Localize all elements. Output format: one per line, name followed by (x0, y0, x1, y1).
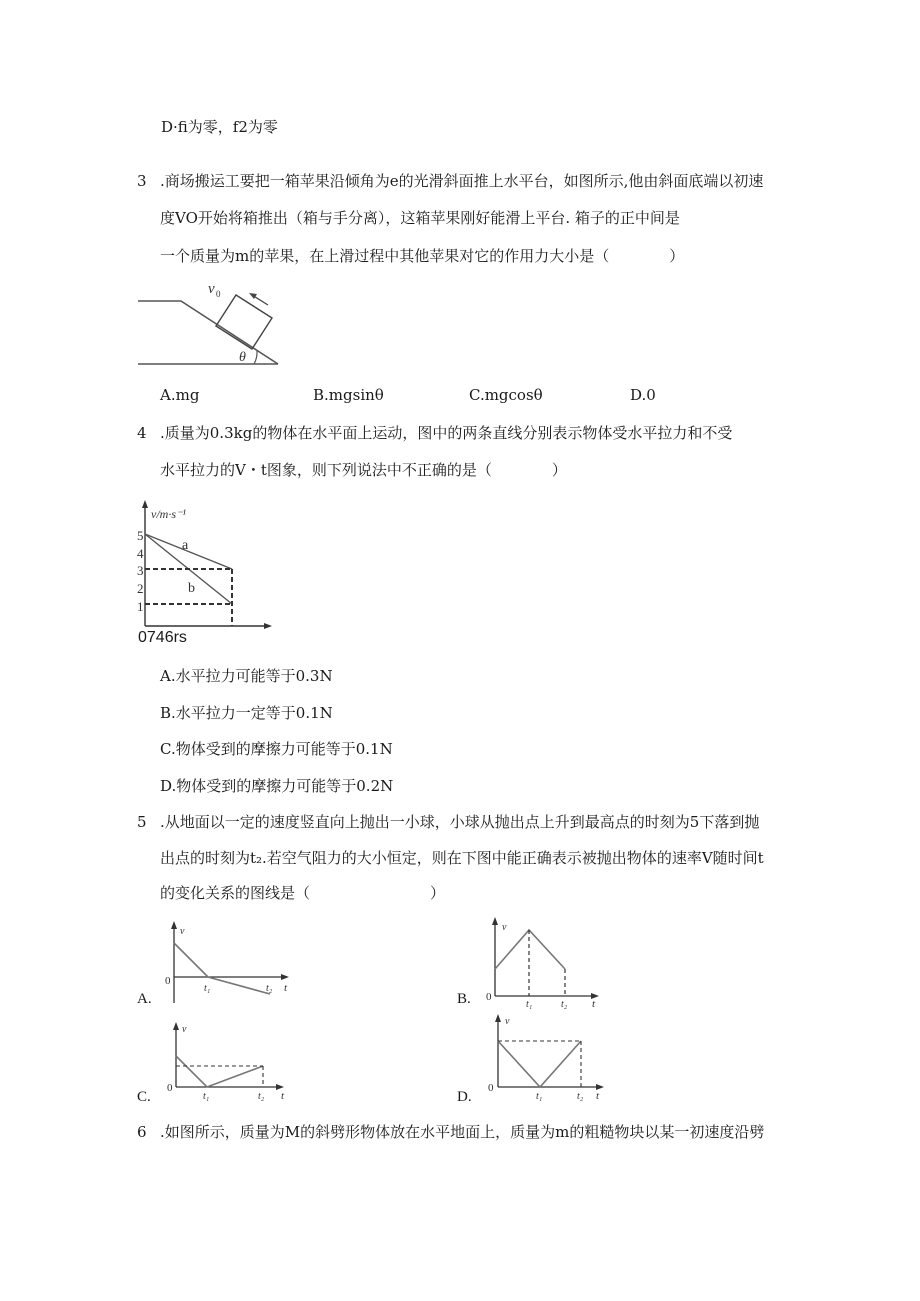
svg-text:v: v (180, 926, 185, 937)
q5-text-line1: .从地面以一定的速度竖直向上抛出一小球，小球从抛出点上升到最高点的时刻为5下落到抛 (160, 813, 760, 831)
y-tick-3: 3 (137, 563, 144, 578)
y-axis-label: v/m·s⁻¹ (151, 507, 186, 521)
q3-text-line2: 度VO开始将箱推出（箱与手分离），这箱苹果刚好能滑上平台. 箱子的正中间是 (160, 209, 680, 227)
q3-option-a: A.mg (160, 386, 200, 404)
q3-text-line1: .商场搬运工要把一箱苹果沿倾角为e的光滑斜面推上水平台，如图所示,他由斜面底端以初速 (160, 172, 764, 190)
graph-a (165, 921, 289, 1003)
svg-text:t: t (592, 998, 596, 1010)
q4-option-d: D.物体受到的摩擦力可能等于0.2N (160, 777, 394, 795)
v0-label: v (208, 281, 215, 297)
graph-d-line (498, 1041, 581, 1087)
svg-text:t: t (284, 982, 288, 994)
q5-graph-b-label: B. (457, 991, 471, 1007)
q3-text-line3: 一个质量为m的苹果，在上滑过程中其他苹果对它的作用力大小是（ ） (160, 247, 685, 265)
graph-d (488, 1014, 604, 1102)
graph-b (486, 917, 599, 1010)
svg-text:t: t (596, 1090, 600, 1102)
y-tick-4: 4 (137, 546, 144, 561)
y-tick-5: 5 (137, 528, 144, 543)
svg-text:t₁: t₁ (204, 983, 211, 994)
q5-text-line3: 的变化关系的图线是（ ） (160, 884, 446, 902)
svg-text:v: v (505, 1016, 510, 1027)
graph-a-line (174, 943, 270, 994)
theta-label: θ (239, 350, 246, 365)
svg-text:t: t (281, 1090, 285, 1102)
svg-text:v: v (502, 922, 507, 933)
svg-text:t₁: t₁ (203, 1091, 210, 1102)
y-tick-1: 1 (137, 599, 144, 614)
q4-text-line1: .质量为0.3kg的物体在水平面上运动，图中的两条直线分别表示物体受水平拉力和不受 (160, 424, 733, 442)
svg-text:0: 0 (486, 991, 492, 1003)
svg-text:t₂: t₂ (258, 1091, 265, 1102)
v0-subscript: 0 (216, 289, 221, 299)
svg-text:t₂: t₂ (577, 1091, 584, 1102)
svg-text:v: v (182, 1024, 187, 1035)
graph-c (167, 1022, 285, 1102)
q6-number: 6 (137, 1123, 147, 1141)
q4-text-line2: 水平拉力的V・t图象，则下列说法中不正确的是（ ） (160, 461, 567, 479)
q3-option-d: D.0 (630, 386, 656, 404)
graph-b-line (495, 930, 565, 969)
q5-graph-d-label: D. (457, 1089, 472, 1105)
q5-graph-c-label: C. (137, 1089, 151, 1105)
q5-number: 5 (137, 813, 147, 831)
y-tick-2: 2 (137, 581, 144, 596)
q3-number: 3 (137, 172, 147, 190)
q4-option-b: B.水平拉力一定等于0.1N (160, 704, 333, 722)
svg-text:0: 0 (165, 975, 171, 987)
q4-option-a: A.水平拉力可能等于0.3N (160, 667, 333, 685)
q2-option-d: D·fi为零，f2为零 (161, 118, 278, 136)
q5-text-line2: 出点的时刻为t₂.若空气阻力的大小恒定，则在下图中能正确表示被抛出物体的速率V随时间t (160, 849, 764, 867)
graph-c-line (176, 1056, 263, 1087)
svg-text:t₂: t₂ (266, 983, 273, 994)
q3-option-c: C.mgcosθ (469, 386, 543, 404)
svg-text:0: 0 (167, 1082, 173, 1094)
q4-option-c: C.物体受到的摩擦力可能等于0.1N (160, 740, 393, 758)
svg-text:t₂: t₂ (561, 999, 568, 1010)
svg-text:0: 0 (488, 1082, 494, 1094)
q4-number: 4 (137, 424, 147, 442)
q6-text-line1: .如图所示，质量为M的斜劈形物体放在水平地面上，质量为m的粗糙物块以某一初速度沿劈 (160, 1123, 765, 1141)
label-a: a (182, 538, 189, 553)
svg-text:t₁: t₁ (536, 1091, 543, 1102)
q3-option-b: B.mgsinθ (313, 386, 384, 404)
label-b: b (188, 581, 195, 596)
q4-x-axis-text: 0746rs (138, 629, 187, 646)
q5-graph-a-label: A. (137, 991, 152, 1007)
svg-text:t₁: t₁ (526, 999, 533, 1010)
